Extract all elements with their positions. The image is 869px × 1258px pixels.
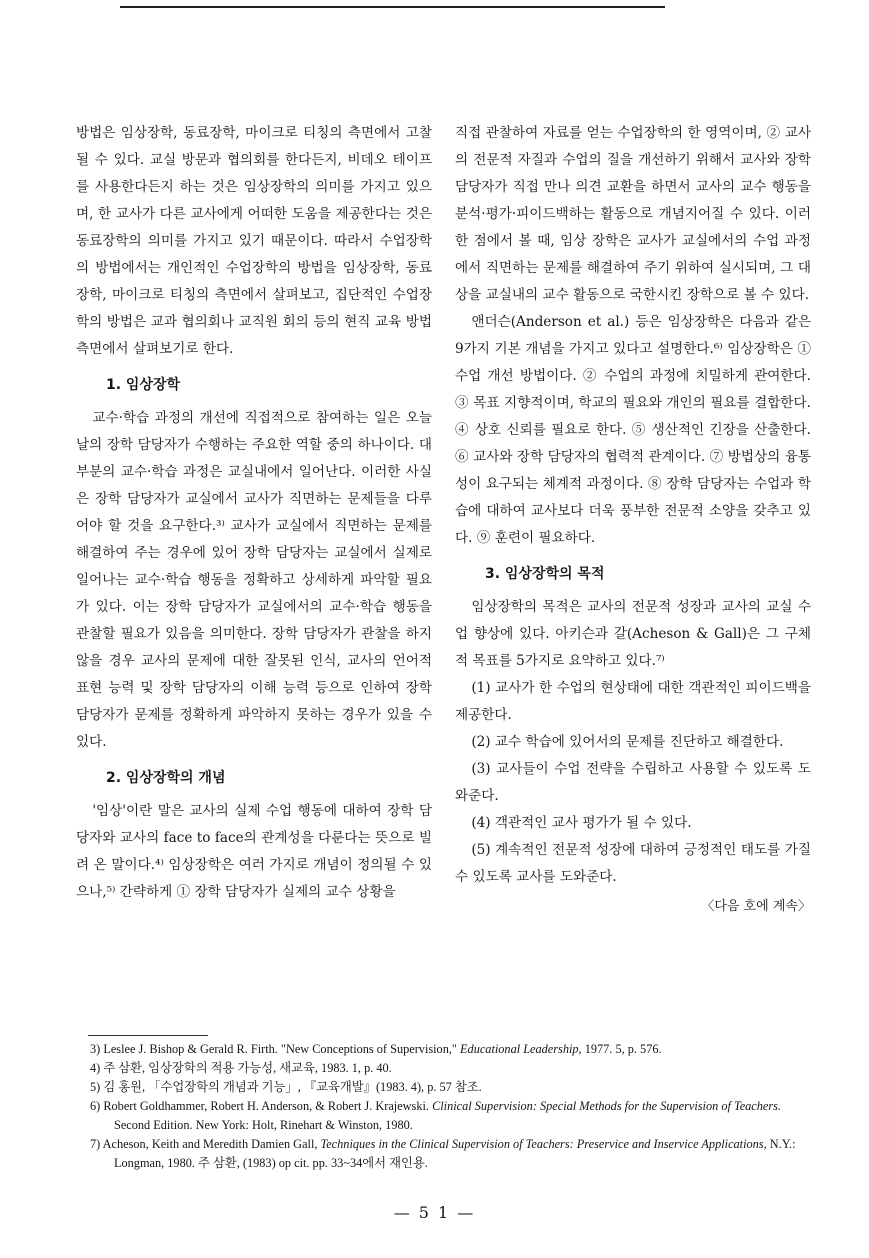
list-item: (5) 계속적인 전문적 성장에 대하여 긍정적인 태도를 가질 수 있도록 교사를 도와준다. [455,842,811,885]
heading-clinical-supervision: 1. 임상장학 [106,377,181,393]
footnote-5: 5) 김 홍원, 「수업장학의 개념과 기능」, 『교육개발』(1983. 4), p. 57 참조. [90,1080,482,1094]
list-item: (4) 객관적인 교사 평가가 될 수 있다. [471,815,692,831]
footnote-4: 4) 주 삼환, 임상장학의 적용 가능성, 새교육, 1983. 1, p. 40. [90,1061,392,1075]
footnote-7: 7) Acheson, Keith and Meredith Damien Gall, Techniques in the Clinical Supervision of Teachers: Preservice and Inservice Applications, N.Y.: Longman, 1980. 주 삼환, (1983) op cit. pp. 33~34에서 재인용. [90,1137,796,1170]
paragraph-intro: 방법은 임상장학, 동료장학, 마이크로 티칭의 측면에서 고찰될 수 있다. 교실 방문과 협의회를 한다든지, 비데오 테이프를 사용한다든지 하는 것은 임상장학의 의미를 가지고 있으며, 한 교사가 다른 교사에게 어떠한 도움을 제공한다는 것은 동료장학의 의미를 가지고 있기 때문이다. 따라서 수업장학의 방법에서는 개인적인 수업장학의 방법을 임상장학, 동료장학, 마이크로 티칭의 측면에서 살펴보고, 집단적인 수업장학의 방법은 교과 협의회나 교직원 회의 등의 현직 교육 방법 측면에서 살펴보기로 한다. [76,125,432,357]
paragraph-continued: 직접 관찰하여 자료를 얻는 수업장학의 한 영역이며, ② 교사의 전문적 자질과 수업의 질을 개선하기 위해서 교사와 장학 담당자가 직접 만나 의견 교환을 하면서 교사의 교수 행동을 분석·평가·피이드백하는 활동으로 개념지어질 수 있다. 이러한 점에서 볼 때, 임상 장학은 교사가 교실에서의 수업 과정에서 직면하는 문제를 해결하여 주기 위하여 실시되며, 그 대상을 교실내의 교수 활동으로 국한시킨 장학으로 볼 수 있다. [455,125,811,303]
top-rule [120,6,665,8]
list-item: (3) 교사들이 수업 전략을 수립하고 사용할 수 있도록 도와준다. [455,761,811,804]
paragraph-purpose: 임상장학의 목적은 교사의 전문적 성장과 교사의 교실 수업 향상에 있다. 아키슨과 갈(Acheson & Gall)은 그 구체적 목표를 5가지로 요약하고 있다.⁷⁾ [455,599,811,669]
heading-purpose: 3. 임상장학의 목적 [485,566,605,582]
list-item: (1) 교사가 한 수업의 현상태에 대한 객관적인 피이드백을 제공한다. [455,680,811,723]
paragraph-section-1: 교수·학습 과정의 개선에 직접적으로 참여하는 일은 오늘날의 장학 담당자가 수행하는 주요한 역할 중의 하나이다. 대부분의 교수·학습 과정은 교실내에서 일어난다. 이러한 사실은 장학 담당자가 교실에서 교사가 직면하는 문제들을 다루어야 할 것을 요구한다.³⁾ 교사가 교실에서 직면하는 문제를 해결하여 주는 경우에 있어 장학 담당자는 교실에서 실제로 일어나는 교수·학습 행동을 정확하고 상세하게 파악할 필요가 있다. 이는 장학 담당자가 교실에서의 교수·학습 행동을 관찰할 필요가 있음을 의미한다. 장학 담당자가 관찰을 하지 않을 경우 교사의 문제에 대한 잘못된 인식, 교사의 언어적 표현 능력 및 장학 담당자의 이해 능력 등으로 인하여 장학 담당자가 문제를 정확하게 파악하지 못하는 경우가 있을 수 있다. [76,410,432,750]
continued-note: 〈다음 호에 계속〉 [701,899,811,914]
footnote-rule [88,1035,208,1036]
left-column [76,120,432,906]
heading-concept: 2. 임상장학의 개념 [106,770,226,786]
paragraph-anderson: 앤더슨(Anderson et al.) 등은 임상장학은 다음과 같은 9가지 기본 개념을 가지고 있다고 설명한다.⁶⁾ 임상장학은 ① 수업 개선 방법이다. ② 수업의 과정에 치밀하게 관여한다. ③ 목표 지향적이며, 학교의 필요와 개인의 필요를 결합한다. ④ 상호 신뢰를 필요로 한다. ⑤ 생산적인 긴장을 산출한다. ⑥ 교사와 장학 담당자의 협력적 관계이다. ⑦ 방법상의 융통성이 요구되는 체계적 과정이다. ⑧ 장학 담당자는 수업과 학습에 대하여 교사보다 더욱 풍부한 전문적 소양을 갖추고 있다. ⑨ 훈련이 필요하다. [455,314,811,546]
footnote-3: 3) Leslee J. Bishop & Gerald R. Firth. "New Conceptions of Supervision," Educational Leadership, 1977. 5, p. 576. [90,1042,662,1056]
footnote-6: 6) Robert Goldhammer, Robert H. Anderson, & Robert J. Krajewski. Clinical Supervision: Special Methods for the Supervision of Teachers. Second Edition. New York: Holt, Rinehart & Winston, 1980. [90,1099,782,1132]
paragraph-section-2: '임상'이란 말은 교사의 실제 수업 행동에 대하여 장학 담당자와 교사의 face to face의 관계성을 다룬다는 뜻으로 빌려 온 말이다.⁴⁾ 임상장학은 여러 가지로 개념이 정의될 수 있으나,⁵⁾ 간략하게 ① 장학 담당자가 실제의 교수 상황을 [76,803,432,900]
list-item: (2) 교수 학습에 있어서의 문제를 진단하고 해결한다. [471,734,784,750]
footnotes [90,1040,812,1173]
right-column [455,120,811,920]
page-number: — 5 1 — [393,1203,476,1222]
